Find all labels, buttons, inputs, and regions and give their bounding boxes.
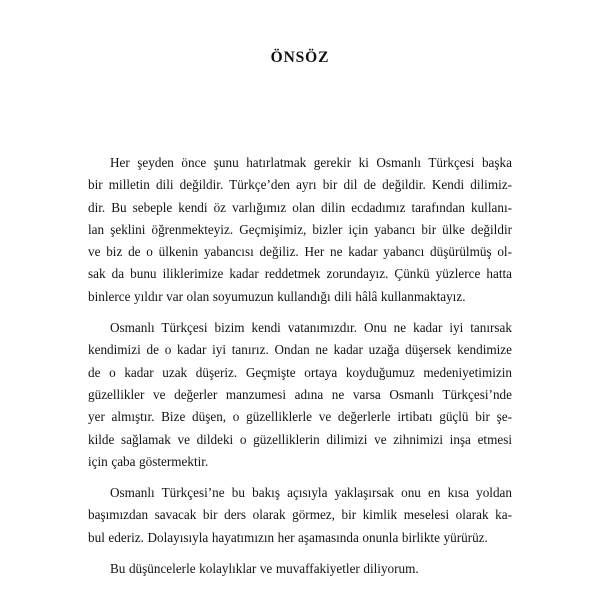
paragraph-2	[88, 317, 512, 473]
paragraph-2-line-3: de o kadar uzak düşeriz. Geçmişte ortaya koyduğumuz medeniyetimizin	[88, 364, 512, 380]
paragraph-1-line-3: dir. Bu sebeple kendi öz varlığımız olan dilin ecdadımız tarafından kullanı-	[88, 199, 512, 215]
paragraph-1-line-4: lan şeklini öğrenmekteyiz. Geçmişimiz, bizler için yabancı bir ülke değildir	[88, 221, 512, 237]
paragraph-3-line-2: başımızdan savacak bir ders olarak görmez, bir kimlik meselesi olarak ka-	[88, 507, 512, 523]
paragraph-1-line-5: ve biz de o ülkenin yabancısı değiliz. Her ne kadar yabancı düşürülmüş ol-	[88, 244, 512, 260]
paragraph-1-line-2: bir milletin dili değildir. Türkçe’den ayrı bir dil de değildir. Kendi dilimiz-	[88, 177, 512, 193]
paragraph-1	[88, 152, 512, 308]
paragraph-2-line-4: güzellikler ve değerler manzumesi adına ne varsa Osmanlı Türkçesi’nde	[88, 386, 512, 402]
paragraph-1-line-7: binlerce yıldır var olan soyumuzun kullandığı dili hâlâ kullanmaktayız.	[88, 288, 466, 304]
document-body	[88, 152, 512, 580]
paragraph-2-line-2: kendimizi de o kadar iyi tanırız. Ondan ne kadar uzağa düşersek kendimize	[88, 342, 512, 358]
paragraph-4	[88, 558, 512, 580]
paragraph-1-line-1: Her şeyden önce şunu hatırlatmak gerekir ki Osmanlı Türkçesi başka	[110, 155, 512, 170]
paragraph-2-line-6: kilde sağlamak ve dildeki o güzelliklerin dilimizi ve zihnimizi inşa etmesi	[88, 431, 512, 447]
paragraph-4-line-1: Bu düşüncelerle kolaylıklar ve muvaffakiyetler diliyorum.	[110, 561, 419, 577]
paragraph-3-line-1: Osmanlı Türkçesi’ne bu bakış açısıyla yaklaşırsak onu en kısa yoldan	[110, 485, 512, 501]
paragraph-2-line-1: Osmanlı Türkçesi bizim kendi vatanımızdır. Onu ne kadar iyi tanırsak	[110, 320, 512, 336]
page-title: ÖNSÖZ	[270, 49, 330, 67]
paragraph-1-line-6: sak da bunu iliklerimize kadar reddetmek zorundayız. Çünkü yüzlerce hatta	[88, 266, 512, 282]
paragraph-2-line-7: için çaba göstermektir.	[88, 453, 209, 469]
paragraph-3	[88, 482, 512, 549]
paragraph-3-line-3: bul ederiz. Dolayısıyla hayatımızın her aşamasında onunla birlikte yürürüz.	[88, 529, 488, 545]
paragraph-2-line-5: yer almıştır. Bize düşen, o güzelliklerle ve değerlerle irtibatı güçlü bir şe-	[88, 409, 512, 425]
